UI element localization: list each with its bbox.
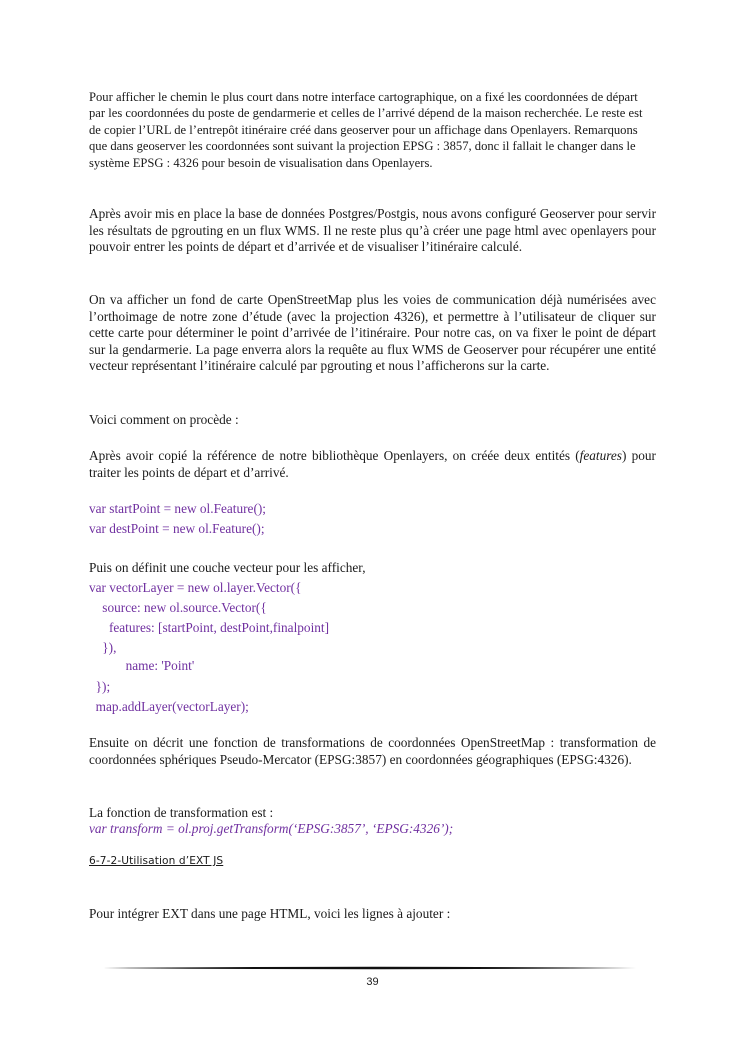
code-vector-layer-line-5: name: 'Point' xyxy=(89,658,195,673)
code-dest-point: var destPoint = new ol.Feature(); xyxy=(89,521,265,536)
page-number: 39 xyxy=(366,976,379,988)
footer-rule xyxy=(103,966,641,970)
paragraph-shortest-path: Pour afficher le chemin le plus court dans notre interface cartographique, on a fixé les coordonnées de départ par les coordonnées du poste de gendarmerie et celles de l’arrivé dépend de la maison recherchée. Le reste est de copier l’URL de l’entrepôt itinéraire créé dans geoserver pour un affichage dans Openlayers. Remarquons que dans geoserver les coordonnées sont suivant la projection EPSG : 3857, donc il fallait le changer dans le système EPSG : 4326 pour besoin de visualisation dans Openlayers. xyxy=(89,90,643,170)
code-vector-layer-line-6: }); xyxy=(89,679,111,694)
paragraph-geoserver-config: Après avoir mis en place la base de données Postgres/Postgis, nous avons configuré Geoserver pour servir les résultats de pgrouting en un flux WMS. Il ne reste plus qu’à créer une page html avec openlayers pour pouvoir entrer les points de départ et d’arrivée et de visualiser l’itinéraire calculé. xyxy=(89,206,656,255)
paragraph-features xyxy=(89,448,656,481)
code-vector-layer-line-2: source: new ol.source.Vector({ xyxy=(89,600,267,615)
paragraph-osm-basemap: On va afficher un fond de carte OpenStreetMap plus les voies de communication déjà numérisées avec l’orthoimage de notre zone d’étude (avec la projection 4326), et permettre à l’utilisateur de cliquer sur cette carte pour déterminer le point d’arrivée de l’itinéraire. Pour notre cas, on va fixer le point de départ sur la gendarmerie. La page enverra alors la requête au flux WMS de Geoserver pour récupérer une entité vecteur représentant l’itinéraire calculé par pgrouting et nous l’afficherons sur la carte. xyxy=(89,292,656,374)
code-vector-layer-line-3: features: [startPoint, destPoint,finalpoint] xyxy=(89,620,330,635)
code-vector-layer-line-1: var vectorLayer = new ol.layer.Vector({ xyxy=(89,580,302,595)
code-transform: var transform = ol.proj.getTransform(‘EPSG:3857’, ‘EPSG:4326’); xyxy=(89,821,454,836)
paragraph-ext-integration: Pour intégrer EXT dans une page HTML, voici les lignes à ajouter : xyxy=(89,906,451,921)
features-text-after: ) pour traiter les points de départ et d’arrivé. xyxy=(89,448,656,480)
code-start-point: var startPoint = new ol.Feature(); xyxy=(89,501,266,516)
section-heading-ext-js: 6-7-2-Utilisation d’EXT JS xyxy=(89,855,224,867)
features-text-before: Après avoir copié la référence de notre bibliothèque Openlayers, on créée deux entités ( xyxy=(89,448,580,463)
paragraph-transformation: Ensuite on décrit une fonction de transformations de coordonnées OpenStreetMap : transformation de coordonnées sphériques Pseudo-Mercator (EPSG:3857) en coordonnées géographiques (EPSG:4326). xyxy=(89,735,656,767)
paragraph-vector-layer-intro: Puis on définit une couche vecteur pour les afficher, xyxy=(89,560,366,575)
code-vector-layer-line-7: map.addLayer(vectorLayer); xyxy=(89,699,249,714)
paragraph-transformation-label: La fonction de transformation est : xyxy=(89,805,274,820)
code-vector-layer-line-4: }), xyxy=(89,640,117,655)
features-italic-word: features xyxy=(579,448,622,463)
paragraph-procedure-intro: Voici comment on procède : xyxy=(89,412,239,427)
